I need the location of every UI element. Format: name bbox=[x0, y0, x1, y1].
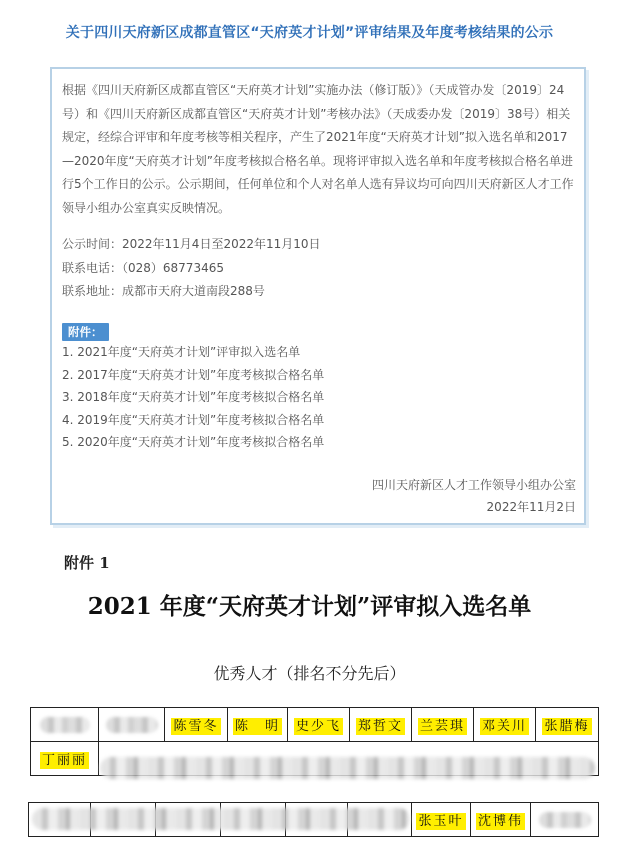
redacted-band bbox=[32, 808, 410, 830]
name-cell bbox=[536, 708, 599, 742]
notice-meta bbox=[62, 233, 321, 304]
notice-body: 根据《四川天府新区成都直管区“天府英才计划”实施办法（修订版）》（天成管办发〔2019〕24号）和《四川天府新区成都直管区“天府英才计划”考核办法》（天成委办发〔2019〕38号）相关规定，经综合评审和年度考核等相关程序，产生了2021年度“天府英才计划”拟入选名单和2017—2020年度“天府英才计划”年度考核拟合格名单。现将评审拟入选名单和年度考核拟合格名单进行5个工作日的公示。公示期间，任何单位和个人对名单人选有异议均可向四川天府新区人才工作领导小组办公室真实反映情况。 bbox=[62, 83, 574, 215]
attachments-list bbox=[62, 341, 324, 454]
annex-label: 附件 1 bbox=[64, 554, 110, 572]
signature bbox=[372, 474, 576, 518]
attachment-item[interactable]: 2. 2017年度“天府英才计划”年度考核拟合格名单 bbox=[62, 367, 325, 382]
highlighted-name: 邓关川 bbox=[481, 719, 527, 734]
highlighted-name: 陈 明 bbox=[234, 719, 280, 734]
name-cell bbox=[288, 708, 350, 742]
attachment-item[interactable]: 1. 2021年度“天府英才计划”评审拟入选名单 bbox=[62, 345, 301, 359]
highlighted-name: 张玉叶 bbox=[418, 814, 464, 829]
notice-address: 联系地址：成都市天府大道南段288号 bbox=[62, 284, 265, 298]
notice-period: 公示时间：2022年11月4日至2022年11月10日 bbox=[62, 237, 321, 251]
highlighted-name: 陈雪冬 bbox=[173, 719, 219, 734]
redacted-cell bbox=[31, 708, 99, 742]
attachment-item[interactable]: 4. 2019年度“天府英才计划”年度考核拟合格名单 bbox=[62, 412, 325, 427]
highlighted-name: 郑哲文 bbox=[357, 719, 403, 734]
table-row bbox=[31, 708, 599, 742]
name-cell bbox=[412, 708, 474, 742]
name-cell bbox=[350, 708, 412, 742]
name-cell bbox=[474, 708, 536, 742]
attachment-item[interactable]: 5. 2020年度“天府英才计划”年度考核拟合格名单 bbox=[62, 435, 325, 449]
notice-title: 关于四川天府新区成都直管区“天府英才计划”评审结果及年度考核结果的公示 bbox=[65, 25, 554, 41]
redacted-band bbox=[100, 757, 595, 779]
name-cell bbox=[471, 803, 531, 837]
signature-org: 四川天府新区人才工作领导小组办公室 bbox=[371, 478, 576, 492]
annex-title: 2021 年度“天府英才计划”评审拟入选名单 bbox=[87, 593, 532, 620]
highlighted-name: 丁丽丽 bbox=[41, 753, 87, 768]
annex-subtitle: 优秀人才（排名不分先后） bbox=[213, 664, 406, 683]
attachments-label: 附件： bbox=[62, 323, 109, 341]
redacted-cell bbox=[531, 803, 599, 837]
name-cell bbox=[165, 708, 228, 742]
notice-phone: 联系电话：（028）68773465 bbox=[62, 260, 224, 275]
attachment-item[interactable]: 3. 2018年度“天府英才计划”年度考核拟合格名单 bbox=[62, 390, 325, 404]
notice-box bbox=[50, 67, 586, 525]
name-cell bbox=[228, 708, 288, 742]
name-cell bbox=[31, 742, 99, 776]
highlighted-name: 张腊梅 bbox=[544, 719, 590, 734]
highlighted-name: 沈博伟 bbox=[477, 814, 523, 829]
signature-date: 2022年11月2日 bbox=[486, 500, 576, 514]
highlighted-name: 史少飞 bbox=[295, 719, 341, 734]
highlighted-name: 兰芸琪 bbox=[419, 719, 465, 734]
redacted-cell bbox=[99, 708, 165, 742]
name-cell bbox=[412, 803, 471, 837]
